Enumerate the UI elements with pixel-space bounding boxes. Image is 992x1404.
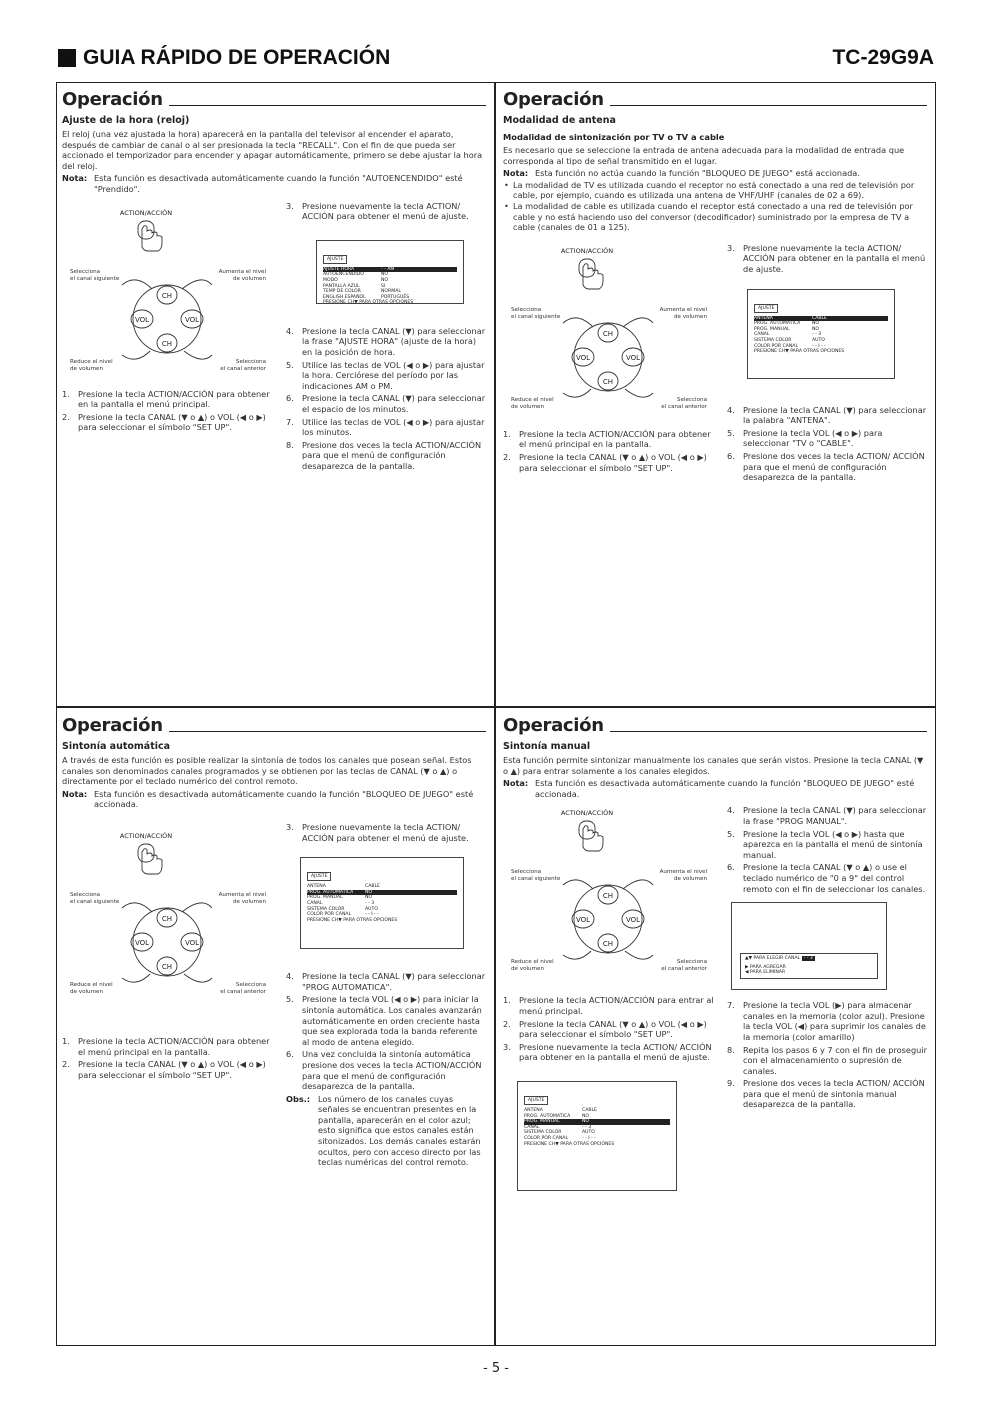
- steps-right-a: [286, 822, 486, 843]
- menu-row-value: - - 3: [365, 900, 375, 906]
- step-number: 3.: [727, 242, 735, 253]
- menu-row-key: SISTEMA COLOR: [754, 337, 792, 343]
- label-top-right-2: de volumen: [232, 898, 266, 905]
- panel-heading-text: Operación: [62, 715, 163, 736]
- panel-intro: A través de esta función es posible realizar la sintonía de todos los canales que posean señal. Estos canales son denominados canales programados y se obtienen por las teclas de CANAL (▼ o ▲) o directamente por el teclado numérico del control remoto.: [62, 755, 472, 787]
- panel-heading: [503, 86, 927, 110]
- menu-row-value: NO: [381, 277, 389, 283]
- step-number: 6.: [727, 862, 735, 873]
- step-number: 7.: [727, 1000, 735, 1011]
- step-item: [727, 829, 927, 861]
- menu-row-key: ANTENA: [754, 315, 773, 321]
- menu-row-key: CANAL: [754, 332, 770, 338]
- menu-row-key: MODO: [323, 277, 338, 283]
- label-top-right-1: Aumenta el nivel: [659, 306, 707, 313]
- step-item: [503, 1019, 715, 1040]
- ch-up-label: CH: [161, 914, 173, 923]
- ch-down-label: CH: [602, 377, 614, 386]
- menu-row-value: NO: [812, 326, 820, 332]
- title-square-icon: [58, 49, 76, 67]
- vol-right-label: VOL: [625, 353, 641, 362]
- menu-row-key: AJUSTE HORA: [323, 266, 355, 272]
- step-number: 1.: [62, 388, 70, 399]
- step-item: [727, 1000, 927, 1042]
- label-top-right-1: Aumenta el nivel: [218, 268, 266, 275]
- steps-right-b: [286, 326, 486, 472]
- label-bottom-left-1: Reduce el nivel: [511, 959, 554, 966]
- note-text: Esta función es desactivada automáticamente cuando la función "BLOQUEO DE JUEGO" esté accionada.: [535, 778, 915, 799]
- horizontal-divider: [56, 706, 936, 708]
- menu-row-value: - - I - -: [812, 343, 826, 349]
- label-top-left-1: Selecciona: [70, 268, 101, 275]
- action-button-label: ACTION/ACCIÓN: [119, 831, 173, 840]
- step-item: [286, 440, 486, 472]
- step-text: Presione la tecla ACTION/ACCIÓN para obtener el menú principal en la pantalla.: [78, 1035, 270, 1057]
- step-item: [727, 428, 927, 449]
- step-item: [503, 1042, 715, 1063]
- hand-pointer-icon: [138, 221, 162, 251]
- obs-label: Obs.:: [286, 1093, 311, 1104]
- label-bottom-left-2: de volumen: [70, 365, 104, 372]
- step-item: [286, 822, 486, 843]
- menu-row-key: PROG. AUTOMATICA: [524, 1113, 571, 1119]
- steps-left: [503, 995, 715, 1063]
- step-text: Presione dos veces la tecla ACTION/ACCIÓN para que el menú de configuración desaparezca de la pantalla.: [302, 439, 482, 471]
- menu-row-key: TEMP DE COLOR: [323, 289, 361, 295]
- step-number: 4.: [286, 971, 294, 982]
- steps-right-a: [727, 243, 927, 275]
- step-number: 8.: [286, 439, 294, 450]
- step-number: 5.: [286, 994, 294, 1005]
- menu-row-key: ANTENA: [307, 884, 326, 890]
- menu-row-key: COLOR POR CANAL: [524, 1135, 569, 1141]
- step-number: 3.: [503, 1041, 511, 1052]
- step-item: [503, 429, 715, 450]
- step-item: [62, 1036, 274, 1057]
- remote-control-diagram: [503, 243, 715, 421]
- menu-row-value: CABLE: [582, 1107, 597, 1113]
- panel-intro: Es necesario que se seleccione la entrada de antena adecuada para la modalidad de entrada que corresponda al tipo de señal transmitido en el lugar.: [503, 145, 905, 166]
- step-item: [503, 995, 715, 1016]
- menu-row-key: CANAL: [307, 900, 323, 906]
- steps-right-b: [286, 971, 486, 1092]
- step-text: Presione nuevamente la tecla ACTION/ ACCIÓN para obtener en la pantalla el menú de ajuste.: [743, 242, 926, 274]
- step-number: 9.: [727, 1078, 735, 1089]
- menu-row-key: PROG. AUTOMATICA: [307, 889, 354, 895]
- delete-hint: ◀ PARA ELIMINAR: [745, 970, 786, 976]
- step-text: Presione la tecla VOL (◀ o ▶) hasta que aparezca en la pantalla el menú de sintonía manual.: [743, 828, 923, 860]
- label-bottom-right-1: Selecciona: [235, 358, 266, 365]
- ch-down-label: CH: [602, 940, 614, 949]
- menu-row-value: NO: [582, 1119, 590, 1125]
- hand-pointer-icon: [579, 821, 603, 851]
- menu-row-value: NO: [812, 321, 820, 327]
- menu-row-key: CANAL: [524, 1124, 540, 1130]
- setup-menu: [300, 857, 464, 949]
- remote-control-diagram: [503, 805, 715, 983]
- panel-subtitle-2: Modalidad de sintonización por TV o TV a cable: [503, 132, 725, 142]
- label-top-left-1: Selecciona: [70, 891, 101, 898]
- panel-subtitle: Sintonía manual: [503, 741, 591, 752]
- menu-row-value: - - 3: [582, 1124, 592, 1130]
- step-item: [286, 994, 486, 1047]
- menu-row-key: ENGLISH ESPAÑOL: [323, 294, 366, 300]
- note: [503, 168, 927, 179]
- step-text: Presione dos veces la tecla ACTION/ ACCIÓN para que el menú de configuración desaparezca de la pantalla.: [743, 450, 925, 483]
- menu-row-value: AUTO: [582, 1130, 595, 1136]
- menu-row-value: NORMAL: [381, 289, 401, 295]
- menu-row-key: SISTEMA COLOR: [524, 1130, 562, 1136]
- label-bottom-left-2: de volumen: [70, 988, 104, 995]
- bullet-item: • La modalidad de cable es utilizada cuando el receptor está conectado a una red de televisión por cable y no está haciendo uso del conversor (decodificador) suministrado por la empresa de TV a cable (canales de 01 a 125).: [503, 201, 927, 233]
- step-number: 2.: [503, 451, 511, 462]
- menu-title: AJUSTE: [307, 872, 331, 881]
- ch-up-label: CH: [602, 892, 614, 901]
- step-text: Presione la tecla CANAL (▼) para seleccionar la frase "AJUSTE HORA" (ajuste de la hora) en la posición de hora.: [302, 325, 486, 357]
- label-bottom-left-2: de volumen: [511, 403, 545, 410]
- step-text: Presione la tecla CANAL (▼ o ▲) o VOL (◀ o ▶) para seleccionar el símbolo "SET UP".: [519, 1018, 707, 1040]
- menu-title: AJUSTE: [323, 255, 347, 264]
- label-bottom-right-2: el canal anterior: [661, 966, 707, 973]
- vol-left-label: VOL: [575, 916, 591, 925]
- menu-row-value: NO: [365, 889, 373, 895]
- menu-row-value: - - AM: [381, 266, 395, 272]
- step-number: 5.: [727, 828, 735, 839]
- step-text: Presione la tecla CANAL (▼ o ▲) o use el teclado numérico de "0 a 9" del control remoto con el fin de seleccionar los canales.: [743, 862, 926, 894]
- label-bottom-right-1: Selecciona: [676, 959, 707, 966]
- hand-pointer-icon: [579, 259, 603, 289]
- menu-row-value: NO: [365, 895, 373, 901]
- panel-auto-tuning: [62, 712, 486, 1342]
- menu-footer: PRESIONE CH▼ PARA OTRAS OPCIONES: [524, 1141, 615, 1147]
- step-text: Repita los pasos 6 y 7 con el fin de proseguir con el almacenamiento o supresión de canales.: [743, 1044, 927, 1076]
- step-number: 8.: [727, 1044, 735, 1055]
- note-text: Esta función es desactivada automáticamente cuando la función "BLOQUEO DE JUEGO" esté accionada.: [94, 788, 474, 810]
- vertical-divider: [494, 82, 496, 1346]
- menu-row-value: PORTUGUÉS: [381, 294, 410, 300]
- step-item: [286, 326, 486, 358]
- steps-left: [62, 1036, 274, 1080]
- step-item: [286, 1049, 486, 1091]
- menu-footer: PRESIONE CH▼ PARA OTRAS OPCIONES: [323, 300, 414, 306]
- label-bottom-left-1: Reduce el nivel: [511, 396, 554, 403]
- step-number: 6.: [286, 393, 294, 404]
- vol-left-label: VOL: [134, 938, 150, 947]
- label-bottom-right-2: el canal anterior: [220, 365, 266, 372]
- step-number: 6.: [286, 1049, 294, 1060]
- step-number: 4.: [286, 325, 294, 336]
- step-item: [727, 243, 927, 275]
- panel-heading-text: Operación: [503, 715, 604, 736]
- label-bottom-left-1: Reduce el nivel: [70, 981, 113, 988]
- page-title-text: GUIA RÁPIDO DE OPERACIÓN: [83, 46, 391, 69]
- menu-row-key: PROG. MANUAL: [524, 1119, 560, 1125]
- step-number: 2.: [62, 1059, 70, 1070]
- step-number: 3.: [286, 200, 294, 211]
- step-number: 3.: [286, 821, 294, 832]
- steps-left: [503, 429, 715, 473]
- label-top-left-2: el canal siguiente: [70, 275, 120, 282]
- menu-row-key: COLOR POR CANAL: [754, 343, 799, 349]
- step-item: [62, 412, 274, 433]
- panel-manual-tuning: [503, 712, 927, 1342]
- menu-row-key: ANTENA: [524, 1107, 543, 1113]
- menu-row-key: PROG. MANUAL: [307, 895, 343, 901]
- step-text: Presione la tecla CANAL (▼ o ▲) o VOL (◀ o ▶) para seleccionar el símbolo "SET UP".: [78, 411, 266, 433]
- step-text: Presione la tecla CANAL (▼) para seleccionar "PROG AUTOMATICA".: [302, 971, 486, 992]
- manual-tuning-screen: [731, 902, 887, 990]
- note-label: Nota:: [503, 168, 529, 179]
- model-number: TC-29G9A: [832, 46, 934, 69]
- note: [503, 778, 927, 799]
- menu-row-value: - - I - -: [582, 1135, 596, 1141]
- menu-row-key: PANTALLA AZUL: [323, 283, 360, 289]
- note: [62, 789, 486, 810]
- panel-antenna-mode: [503, 86, 927, 702]
- step-number: 1.: [503, 428, 511, 439]
- setup-menu: [747, 289, 895, 379]
- bullet-item: • La modalidad de TV es utilizada cuando el receptor no está conectado a una red de televisión por cable, por ejemplo, cuando es utilizada una antena de VHF/UHF (canales de 02 a 69).: [503, 180, 927, 201]
- step-number: 4.: [727, 805, 735, 816]
- step-text: Presione la tecla VOL (◀ o ▶) para seleccionar "TV o "CABLE".: [743, 427, 883, 449]
- step-text: Presione la tecla ACTION/ACCIÓN para obtener en la pantalla el menú principal.: [78, 388, 270, 410]
- label-top-left-2: el canal siguiente: [511, 313, 561, 320]
- step-text: Utilice las teclas de VOL (◀ o ▶) para ajustar los minutos.: [302, 416, 485, 438]
- step-number: 2.: [62, 411, 70, 422]
- vol-right-label: VOL: [625, 916, 641, 925]
- page-number: - 5 -: [483, 1361, 509, 1376]
- step-item: [503, 452, 715, 473]
- step-text: Presione la tecla ACTION/ACCIÓN para obtener el menú principal en la pantalla.: [519, 428, 711, 450]
- step-number: 6.: [727, 450, 735, 461]
- step-text: Presione la tecla CANAL (▼) para seleccionar el espacio de los minutos.: [302, 393, 486, 414]
- label-top-left-1: Selecciona: [511, 869, 542, 876]
- menu-footer: PRESIONE CH▼ PARA OTRAS OPCIONES: [754, 349, 845, 355]
- label-bottom-right-2: el canal anterior: [220, 988, 266, 995]
- remote-control-diagram: [62, 205, 274, 383]
- panel-heading: [62, 712, 486, 736]
- steps-right-b: [727, 405, 927, 483]
- label-top-right-1: Aumenta el nivel: [659, 869, 707, 876]
- step-text: Presione dos veces la tecla ACTION/ ACCIÓN para que el menú de sintonía manual desaparezca de la pantalla.: [743, 1078, 925, 1110]
- step-text: Presione la tecla CANAL (▼ o ▲) o VOL (◀ o ▶) para seleccionar el símbolo "SET UP".: [78, 1059, 266, 1080]
- note: [62, 173, 486, 194]
- panel-clock-setting: [62, 86, 486, 702]
- label-top-right-2: de volumen: [232, 275, 266, 282]
- menu-row-key: PROG. AUTOMATICA: [754, 321, 801, 327]
- panel-heading: [503, 712, 927, 736]
- menu-row-key: COLOR POR CANAL: [307, 912, 352, 918]
- step-item: [727, 451, 927, 483]
- panel-heading-text: Operación: [503, 89, 604, 110]
- menu-title: AJUSTE: [754, 304, 778, 313]
- note-text: Esta función no actúa cuando la función "BLOQUEO DE JUEGO" está accionada.: [535, 168, 860, 179]
- step-text: Utilice las teclas de VOL (◀ o ▶) para ajustar la hora. Cerciórese del período por las indicaciones AM o PM.: [302, 359, 485, 391]
- channel-number: - - 3: [803, 956, 813, 962]
- bullet-list: [503, 180, 927, 233]
- add-hint: ▶ PARA AGREGAR: [745, 964, 786, 970]
- steps-right-b: [727, 1000, 927, 1110]
- panel-subtitle: Ajuste de la hora (reloj): [62, 115, 190, 126]
- menu-row-value: NO: [582, 1113, 590, 1119]
- label-bottom-left-1: Reduce el nivel: [70, 358, 113, 365]
- choose-channel-hint: ▲▼ PARA ELEGIR CANAL: [745, 956, 801, 962]
- note-label: Nota:: [503, 778, 529, 789]
- step-item: [286, 201, 486, 222]
- step-number: 5.: [286, 359, 294, 370]
- step-text: Una vez concluida la sintonía automática presione dos veces la tecla ACTION/ACCIÓN para que el menú de configuración desaparezca de la pantalla.: [302, 1049, 482, 1092]
- step-item: [727, 862, 927, 894]
- menu-title: AJUSTE: [524, 1096, 548, 1105]
- step-text: Presione la tecla CANAL (▼) para seleccionar la palabra "ANTENA".: [743, 404, 927, 426]
- note-label: Nota:: [62, 788, 88, 799]
- menu-row-value: SI: [381, 283, 386, 289]
- step-item: [62, 1059, 274, 1080]
- step-item: [286, 360, 486, 392]
- label-bottom-right-1: Selecciona: [676, 396, 707, 403]
- step-text: Presione la tecla CANAL (▼) para seleccionar la frase "PROG MANUAL".: [743, 805, 927, 826]
- action-button-label: ACTION/ACCIÓN: [119, 208, 173, 217]
- step-text: Presione la tecla ACTION/ACCIÓN para entrar al menú principal.: [519, 995, 714, 1016]
- panel-subtitle: Modalidad de antena: [503, 115, 616, 126]
- page-title: [58, 46, 390, 70]
- step-number: 1.: [62, 1035, 70, 1046]
- vol-right-label: VOL: [184, 938, 200, 947]
- label-top-right-1: Aumenta el nivel: [218, 891, 266, 898]
- step-item: [727, 1045, 927, 1077]
- vol-left-label: VOL: [575, 353, 591, 362]
- step-item: [286, 971, 486, 992]
- step-text: Presione la tecla VOL (▶) para almacenar canales en la memoria (color azul). Presione la tecla VOL (◀) para suprimir los canales de la memoria (color amarillo): [743, 1000, 926, 1042]
- label-top-right-2: de volumen: [673, 876, 707, 883]
- step-text: Presione la tecla CANAL (▼ o ▲) o VOL (◀ o ▶) para seleccionar el símbolo "SET UP".: [519, 451, 707, 473]
- step-item: [727, 1078, 927, 1110]
- panel-intro: Esta función permite sintonizar manualmente los canales que serán vistos. Presione la tecla CANAL (▼ o ▲) para entrar solamente a los canales elegidos.: [503, 755, 924, 776]
- step-number: 4.: [727, 404, 735, 415]
- step-item: [286, 417, 486, 438]
- steps-right-a: [727, 805, 927, 894]
- step-number: 7.: [286, 416, 294, 427]
- step-text: Presione la tecla VOL (◀ o ▶) para iniciar la sintonía automática. Los canales avanzarán automáticamente en orden creciente hasta que sea explorada toda la banda referente al modo de antena elegido.: [302, 994, 482, 1047]
- menu-row-value: - - 3: [812, 332, 822, 338]
- menu-row-value: NO: [381, 272, 389, 278]
- step-item: [727, 805, 927, 826]
- menu-row-key: SISTEMA COLOR: [307, 906, 345, 912]
- menu-row-key: AUTOENCENDIDO: [323, 272, 364, 278]
- menu-row-value: AUTO: [812, 337, 825, 343]
- panel-intro: El reloj (una vez ajustada la hora) aparecerá en la pantalla del televisor al encender el aparato, después de cambiar de canal o al ser presionada la tecla "RECALL". Con el fin de que pueda ser accionado el temporizador para encender y apagar automáticamente, primero se debe ajustar la hora del reloj.: [62, 129, 483, 171]
- steps-right-a: [286, 201, 486, 222]
- action-button-label: ACTION/ACCIÓN: [560, 809, 614, 818]
- label-bottom-left-2: de volumen: [511, 966, 545, 973]
- step-item: [727, 405, 927, 426]
- step-text: Presione nuevamente la tecla ACTION/ ACCIÓN para obtener el menú de ajuste.: [302, 200, 469, 222]
- setup-menu: [316, 240, 464, 304]
- menu-row-value: - - I - -: [365, 912, 379, 918]
- label-top-left-2: el canal siguiente: [70, 898, 120, 905]
- menu-row-value: AUTO: [365, 906, 378, 912]
- hand-pointer-icon: [138, 844, 162, 874]
- obs-text: Los número de los canales cuyas señales se encuentran presentes en la pantalla, aparecerán en el color azul; esto significa que estos canales están sitonizados. Los demás canales estarán ocultos, pero con acceso directo por las teclas numéricas del control remoto.: [318, 1093, 481, 1168]
- menu-row-value: CABLE: [365, 884, 380, 890]
- note-label: Nota:: [62, 173, 88, 184]
- steps-left: [62, 389, 274, 433]
- observation: [286, 1094, 486, 1168]
- step-number: 2.: [503, 1018, 511, 1029]
- step-text: Presione nuevamente la tecla ACTION/ ACCIÓN para obtener el menú de ajuste.: [302, 821, 469, 843]
- step-item: [62, 389, 274, 410]
- ch-up-label: CH: [602, 329, 614, 338]
- label-bottom-right-2: el canal anterior: [661, 403, 707, 410]
- label-top-left-2: el canal siguiente: [511, 876, 561, 883]
- label-bottom-right-1: Selecciona: [235, 981, 266, 988]
- ch-down-label: CH: [161, 962, 173, 971]
- action-button-label: ACTION/ACCIÓN: [560, 246, 614, 255]
- note-text: Esta función es desactivada automáticamente cuando la función "AUTOENCENDIDO" esté "Prendido".: [94, 173, 463, 194]
- label-top-right-2: de volumen: [673, 313, 707, 320]
- panel-heading: [62, 86, 486, 110]
- panel-subtitle: Sintonía automática: [62, 741, 171, 752]
- menu-row-key: PROG. MANUAL: [754, 326, 790, 332]
- panel-heading-text: Operación: [62, 89, 163, 110]
- label-top-left-1: Selecciona: [511, 306, 542, 313]
- vol-right-label: VOL: [184, 315, 200, 324]
- remote-control-diagram: [62, 828, 274, 1006]
- step-item: [286, 393, 486, 414]
- vol-left-label: VOL: [134, 315, 150, 324]
- ch-up-label: CH: [161, 291, 173, 300]
- step-number: 1.: [503, 995, 511, 1006]
- menu-footer: PRESIONE CH▼ PARA OTRAS OPCIONES: [307, 917, 398, 923]
- step-text: Presione nuevamente la tecla ACTION/ ACCIÓN para obtener en la pantalla el menú de ajuste.: [519, 1041, 712, 1063]
- ch-down-label: CH: [161, 339, 173, 348]
- step-number: 5.: [727, 427, 735, 438]
- setup-menu: [517, 1081, 677, 1191]
- menu-row-value: CABLE: [812, 315, 827, 321]
